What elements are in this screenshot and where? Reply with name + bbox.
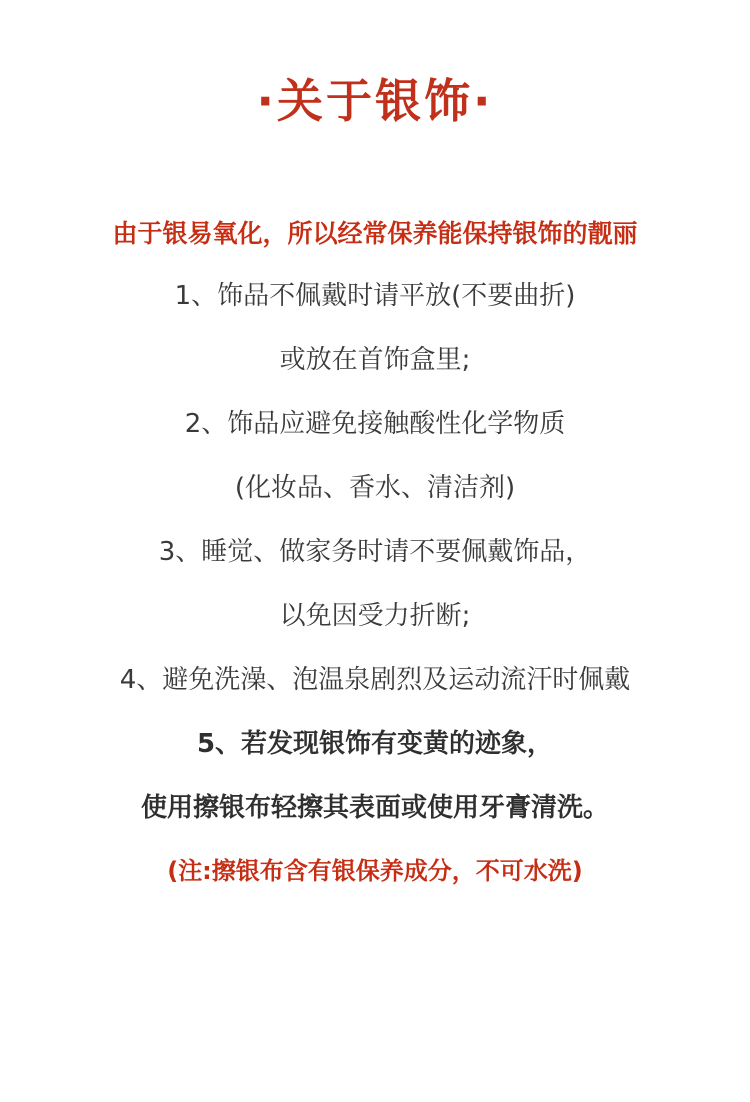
care-line-2b: (化妆品、香水、清洁剂) [234,473,516,504]
care-line-note: (注:擦银布含有银保养成分，不可水洗) [167,857,583,886]
care-line-1b: 或放在首饰盒里; [279,345,471,376]
care-line-1a: 1、饰品不佩戴时请平放(不要曲折) [174,281,576,312]
care-instructions-list [0,219,750,886]
care-line-5b: 使用擦银布轻擦其表面或使用牙膏清洗。 [140,793,609,824]
care-line-4: 4、避免洗澡、泡温泉剧烈及运动流汗时佩戴 [119,665,631,696]
page-title: ·关于银饰· [256,74,494,128]
care-line-3a: 3、睡觉、做家务时请不要佩戴饰品， [158,537,592,568]
care-line-intro: 由于银易氧化，所以经常保养能保持银饰的靓丽 [112,219,638,249]
care-line-5a: 5、若发现银饰有变黄的迹象， [196,729,554,760]
care-line-2a: 2、饰品应避免接触酸性化学物质 [184,409,566,440]
care-line-3b: 以免因受力折断; [279,601,471,632]
